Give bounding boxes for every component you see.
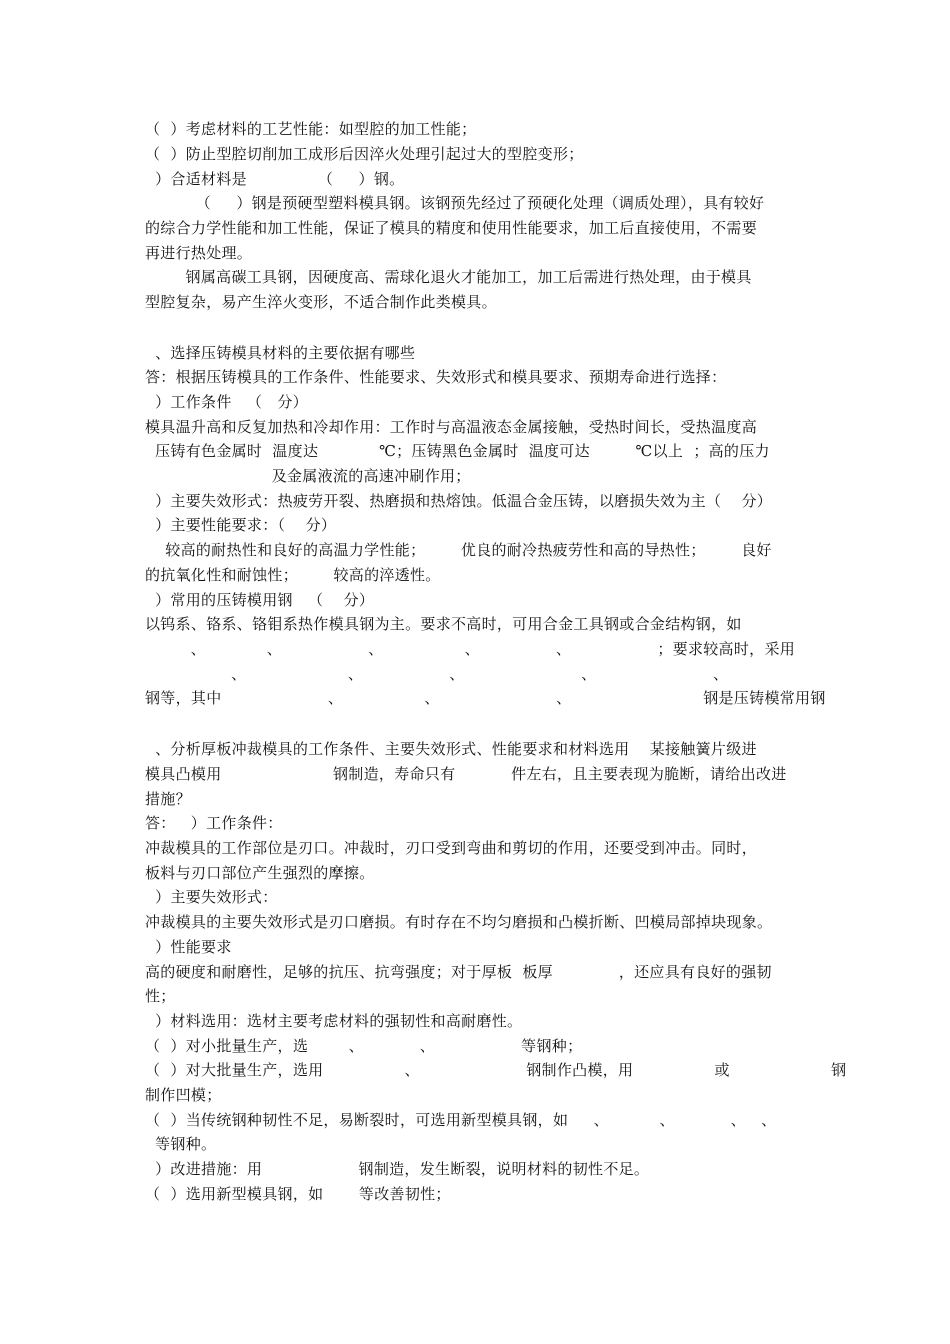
text-line: 型腔复杂，易产生淬火变形，不适合制作此类模具。 (145, 293, 497, 311)
question-heading: 、分析厚板冲裁模具的工作条件、主要失效形式、性能要求和材料选用 某接触簧片级进 (145, 740, 757, 758)
text-line: 答： ）工作条件： (145, 814, 283, 832)
text-line: ）常用的压铸模用钢 （ 分） (145, 591, 375, 609)
text-line: ）合适材料是 （ ）钢。 (145, 170, 405, 188)
text-line: （ ）防止型腔切削加工成形后因淬火处理引起过大的型腔变形； (145, 145, 584, 163)
text-line: 高的硬度和耐磨性，足够的抗压、抗弯强度；对于厚板 板厚 ，还应具有良好的强韧 (145, 963, 772, 981)
text-line: ）主要失效形式：热疲劳开裂、热磨损和热熔蚀。低温合金压铸，以磨损失效为主（ 分） (145, 492, 773, 510)
text-line: 钢属高碳工具钢，因硬度高、需球化退火才能加工，加工后需进行热处理，由于模具 (145, 268, 752, 286)
text-line: （ ）对大批量生产，选用 、 钢制作凸模，用 或 钢 (145, 1061, 847, 1079)
text-line: 性； (145, 987, 176, 1005)
text-line: 、 、 、 、 、 (145, 665, 729, 683)
text-line: 冲裁模具的工作部位是刃口。冲裁时，刃口受到弯曲和剪切的作用，还要受到冲击。同时， (145, 839, 758, 857)
text-line: 模具凸模用 钢制造，寿命只有 件左右，且主要表现为脆断，请给出改进 (145, 765, 787, 783)
text-line: ）主要失效形式： (145, 888, 278, 906)
text-line: 答：根据压铸模具的工作条件、性能要求、失效形式和模具要求、预期寿命进行选择： (145, 368, 727, 386)
text-line: （ ）对小批量生产，选 、 、 等钢种； (145, 1037, 583, 1055)
text-line: 措施？ (145, 790, 191, 808)
text-line: 板料与刃口部位产生强烈的摩擦。 (145, 864, 375, 882)
text-line: 以钨系、铬系、铬钼系热作模具钢为主。要求不高时，可用合金工具钢或合金结构钢，如 (145, 615, 742, 633)
text-line: 压铸有色金属时 温度达 ℃；压铸黑色金属时 温度可达 ℃以上 ；高的压力 (145, 442, 770, 460)
text-line: 再进行热处理。 (145, 244, 253, 262)
text-line: ）主要性能要求：（ 分） (145, 516, 337, 534)
text-line: 制作凹模； (145, 1086, 222, 1104)
text-line: 钢等，其中 、 、 、 钢是压铸模常用钢 (145, 689, 826, 707)
text-line: （ ）考虑材料的工艺性能：如型腔的加工性能； (145, 120, 477, 138)
text-line: （ ）钢是预硬型塑料模具钢。该钢预先经过了预硬化处理（调质处理），具有较好 (145, 194, 765, 212)
text-line: 的综合力学性能和加工性能，保证了模具的精度和使用性能要求，加工后直接使用，不需要 (145, 219, 758, 237)
text-line: 较高的耐热性和良好的高温力学性能； 优良的耐冷热疲劳性和高的导热性； 良好 (145, 541, 772, 559)
text-line: 等钢种。 (145, 1135, 217, 1153)
text-line: 模具温升高和反复加热和冷却作用：工作时与高温液态金属接触，受热时间长，受热温度高 (145, 418, 758, 436)
text-line: ）改进措施：用 钢制造，发生断裂，说明材料的韧性不足。 (145, 1160, 650, 1178)
text-line: 、 、 、 、 、 ；要求较高时，采用 (145, 640, 796, 658)
text-line: （ ）选用新型模具钢，如 等改善韧性； (145, 1185, 451, 1203)
text-line: （ ）当传统钢种韧性不足，易断裂时，可选用新型模具钢，如 、 、 、 、 (145, 1111, 777, 1129)
text-line: ）性能要求 (145, 938, 232, 956)
text-line: 的抗氧化性和耐蚀性； 较高的淬透性。 (145, 566, 441, 584)
text-line: ）工作条件 （ 分） (145, 393, 308, 411)
text-line: 及金属液流的高速冲刷作用； (145, 467, 471, 485)
question-heading: 、选择压铸模具材料的主要依据有哪些 (145, 344, 416, 362)
text-line: ）材料选用：选材主要考虑材料的强韧性和高耐磨性。 (145, 1012, 523, 1030)
text-line: 冲裁模具的主要失效形式是刃口磨损。有时存在不均匀磨损和凸模折断、凹模局部掉块现象。 (145, 913, 773, 931)
